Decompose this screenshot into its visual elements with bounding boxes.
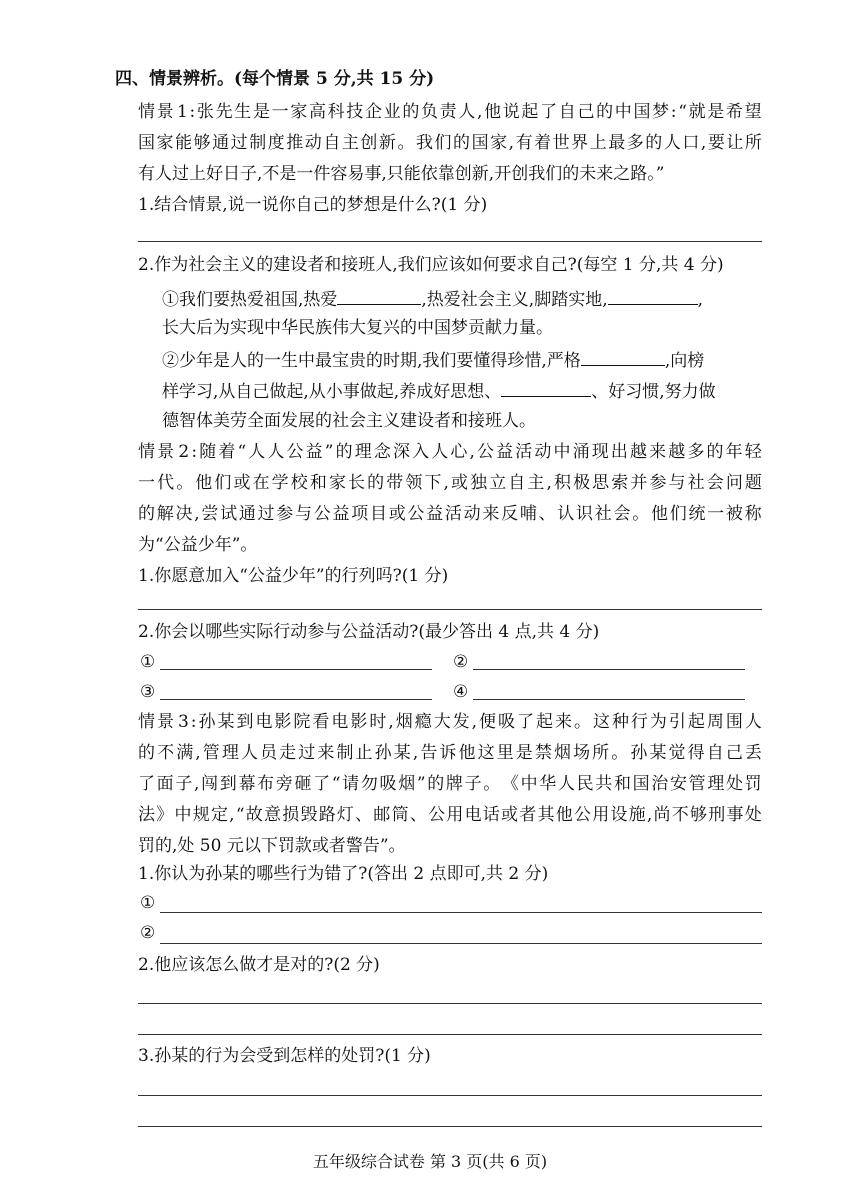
scene3-answer-mark-2: ②: [140, 923, 156, 943]
blank-2[interactable]: [608, 286, 698, 305]
scene1-line-1: 情 景 1 : 张 先 生 是 一 家 高 科 技 企 业 的 负 责 人 , 他 说 起 了 自 己 的 中 国 梦 : “ 就 是 希 望: [138, 102, 762, 122]
scene3-answer-line-2[interactable]: [160, 943, 762, 944]
scene2-line-1: 情 景 2 : 随 着 “ 人 人 公 益 ” 的 理 念 深 入 人 心 , 公 益 活 动 中 涌 现 出 越 来 越 多 的 年 轻: [138, 442, 762, 462]
scene3-answer-line-1[interactable]: [160, 912, 762, 913]
scene1-item-2-line-1: ②少年是人的一生中最宝贵的时期,我们要懂得珍惜,严格 ,向榜: [162, 347, 704, 373]
scene2-answer-mark-4: ④: [453, 682, 469, 702]
page-footer: 五年级综合试卷 第 3 页(共 6 页): [312, 1152, 548, 1171]
scene2-q1-answer-line[interactable]: [138, 609, 762, 610]
scene3-line-3: 了 面 子 , 闯 到 幕 布 旁 砸 了 “ 请 勿 吸 烟 ” 的 牌 子 。 《 中 华 人 民 共 和 国 治 安 管 理 处 罚: [138, 774, 762, 794]
scene2-answer-mark-1: ①: [140, 652, 156, 672]
scene1-question-2: 2.作为社会主义的建设者和接班人,我们应该如何要求自己?(每空 1 分,共 4 分): [138, 255, 724, 275]
scene1-item-1-line-2: 长大后为实现中华民族伟大复兴的中国梦贡献力量。: [162, 318, 553, 338]
scene2-answer-mark-3: ③: [140, 682, 156, 702]
blank-4[interactable]: [501, 378, 591, 397]
scene2-question-1: 1.你愿意加入“公益少年”的行列吗?(1 分): [138, 566, 449, 586]
scene3-q2-answer-line-2[interactable]: [138, 1034, 762, 1035]
scene3-question-3: 3.孙某的行为会受到怎样的处罚?(1 分): [138, 1046, 431, 1066]
scene1-line-3: 有人过上好日子,不是一件容易事,只能依靠创新,开创我们的未来之路。”: [138, 164, 665, 184]
scene3-answer-mark-1: ①: [140, 893, 156, 913]
scene2-line-3: 的 解 决 , 尝 试 通 过 参 与 公 益 项 目 或 公 益 活 动 来 反 哺 、 认 识 社 会 。 他 们 统 一 被 称: [138, 504, 762, 524]
scene1-question-1: 1.结合情景,说一说你自己的梦想是什么?(1 分): [138, 195, 488, 215]
scene2-answer-line-4[interactable]: [473, 699, 745, 700]
scene2-answer-line-2[interactable]: [473, 669, 745, 670]
scene3-q2-answer-line-1[interactable]: [138, 1003, 762, 1004]
scene2-answer-mark-2: ②: [453, 652, 469, 672]
scene2-line-4: 为“公益少年”。: [138, 535, 258, 555]
scene3-q3-answer-line-1[interactable]: [138, 1095, 762, 1096]
scene3-question-1: 1.你认为孙某的哪些行为错了?(答出 2 点即可,共 2 分): [138, 864, 549, 884]
scene3-question-2: 2.他应该怎么做才是对的?(2 分): [138, 955, 380, 975]
scene1-line-2: 国 家 能 够 通 过 制 度 推 动 自 主 创 新 。 我 们 的 国 家 , 有 着 世 界 上 最 多 的 人 口 , 要 让 所: [138, 133, 762, 153]
scene3-q3-answer-line-2[interactable]: [138, 1126, 762, 1127]
scene3-line-5: 罚的,处 50 元以下罚款或者警告”。: [138, 836, 406, 856]
section-heading: 四、情景辨析。(每个情景 5 分,共 15 分): [115, 69, 435, 89]
scene2-line-2: 一 代 。 他 们 或 在 学 校 和 家 长 的 带 领 下 , 或 独 立 自 主 , 积 极 思 索 并 参 与 社 会 问 题: [138, 473, 762, 493]
scene1-item-2-line-3: 德智体美劳全面发展的社会主义建设者和接班人。: [162, 411, 536, 431]
blank-1[interactable]: [337, 286, 421, 305]
scene3-line-2: 的 不 满 , 管 理 人 员 走 过 来 制 止 孙 某 , 告 诉 他 这 里 是 禁 烟 场 所 。 孙 某 觉 得 自 己 丢: [138, 743, 762, 763]
blank-3[interactable]: [581, 347, 665, 366]
scene1-item-2-line-2: 样学习,从自己做起,从小事做起,养成好思想、 、好习惯,努力做: [162, 378, 716, 404]
scene3-line-4: 法 》 中 规 定 , “ 故 意 损 毁 路 灯 、 邮 筒 、 公 用 电 话 或 者 其 他 公 用 设 施 , 尚 不 够 刑 事 处: [138, 805, 762, 825]
scene2-answer-line-1[interactable]: [160, 669, 432, 670]
scene3-line-1: 情 景 3 : 孙 某 到 电 影 院 看 电 影 时 , 烟 瘾 大 发 , 便 吸 了 起 来 。 这 种 行 为 引 起 周 围 人: [138, 712, 762, 732]
scene2-answer-line-3[interactable]: [160, 699, 432, 700]
scene1-item-1-line-1: ①我们要热爱祖国,热爱 ,热爱社会主义,脚踏实地, ,: [162, 286, 703, 312]
scene2-question-2: 2.你会以哪些实际行动参与公益活动?(最少答出 4 点,共 4 分): [138, 622, 600, 642]
scene1-q1-answer-line[interactable]: [138, 241, 762, 242]
